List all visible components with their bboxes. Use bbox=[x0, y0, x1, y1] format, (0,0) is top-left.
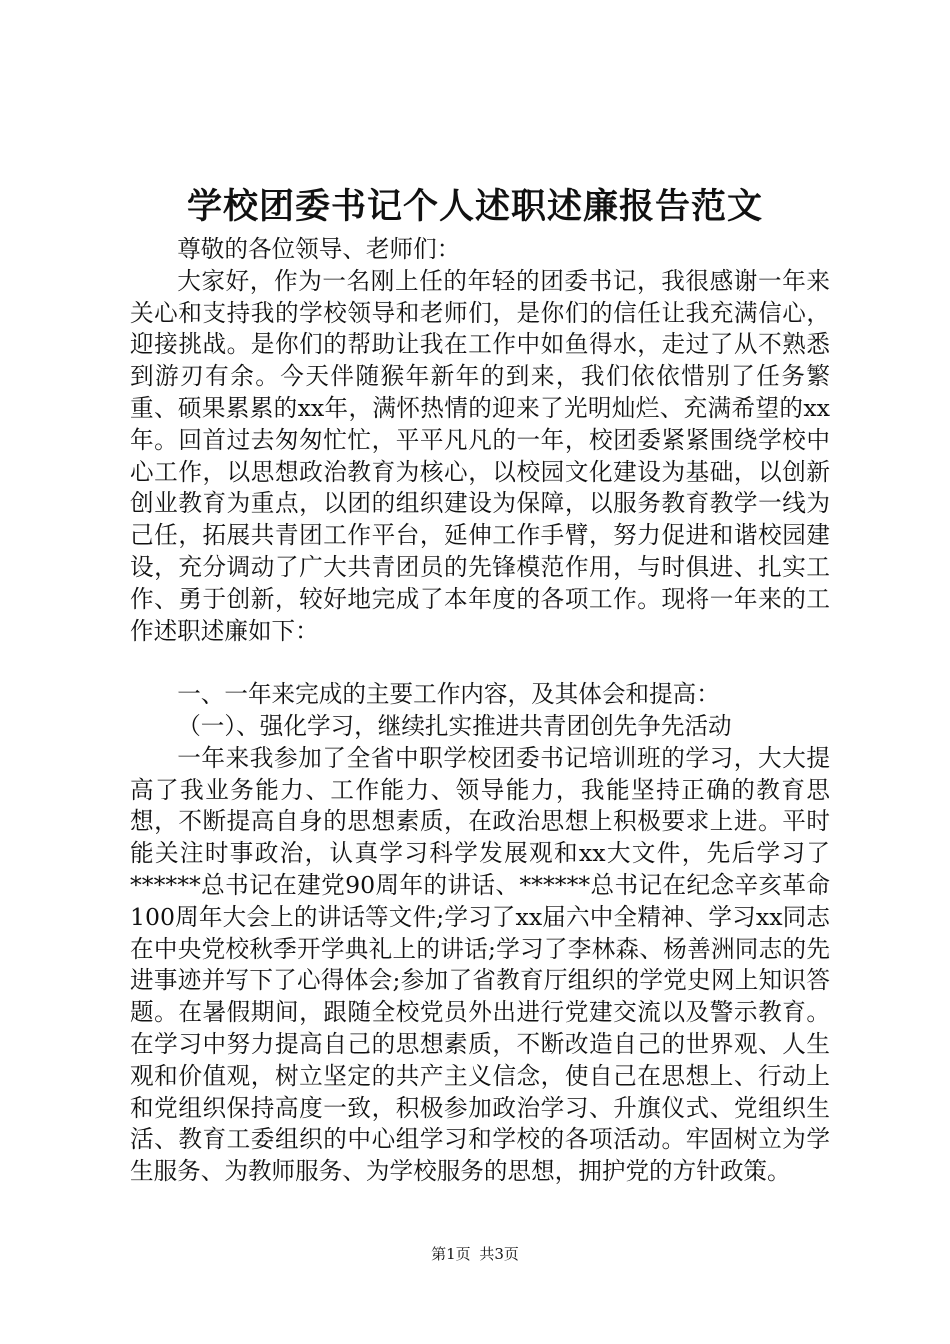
page-footer bbox=[0, 1243, 950, 1265]
subsection-heading: （一）、强化学习，继续扎实推进共青团创先争先活动 bbox=[177, 711, 732, 740]
document-title: 学校团委书记个人述职述廉报告范文 bbox=[186, 186, 763, 227]
document-body bbox=[130, 234, 830, 1188]
paragraph-intro: 大家好，作为一名刚上任的年轻的团委书记，我很感谢一年来关心和支持我的学校领导和老师们，是你们的信任让我充满信心，迎接挑战。是你们的帮助让我在工作中如鱼得水，走过了从不熟悉到游刃有余。今天伴随猴年新年的到来，我们依依惜别了任务繁重、硕果累累的xx年，满怀热情的迎来了光明灿烂、充满希望的xx年。回首过去匆匆忙忙，平平凡凡的一年，校团委紧紧围绕学校中心工作，以思想政治教育为核心，以校园文化建设为基础，以创新创业教育为重点，以团的组织建设为保障，以服务教育教学一线为己任，拓展共青团工作平台，延伸工作手臂，努力促进和谐校园建设，充分调动了广大共青团员的先锋模范作用，与时俱进、扎实工作、勇于创新，较好地完成了本年度的各项工作。现将一年来的工作述职述廉如下： bbox=[130, 266, 830, 645]
page-total: 共3页 bbox=[479, 1245, 519, 1263]
page-number: 第1页 bbox=[431, 1245, 471, 1263]
section-heading: 一、一年来完成的主要工作内容，及其体会和提高： bbox=[177, 680, 720, 709]
paragraph-study: 一年来我参加了全省中职学校团委书记培训班的学习，大大提高了我业务能力、工作能力、领导能力，我能坚持正确的教育思想，不断提高自身的思想素质，在政治思想上积极要求上进。平时能关注时事政治，认真学习科学发展观和xx大文件，先后学习了******总书记在建党90周年的讲话、******总书记在纪念辛亥革命100周年大会上的讲话等文件;学习了xx届六中全精神、学习xx同志在中央党校秋季开学典礼上的讲话;学习了李林森、杨善洲同志的先进事迹并写下了心得体会;参加了省教育厅组织的学党史网上知识答题。在暑假期间，跟随全校党员外出进行党建交流以及警示教育。在学习中努力提高自己的思想素质，不断改造自己的世界观、人生观和价值观，树立坚定的共产主义信念，使自己在思想上、行动上和党组织保持高度一致，积极参加政治学习、升旗仪式、党组织生活、教育工委组织的中心组学习和学校的各项活动。牢固树立为学生服务、为教师服务、为学校服务的思想，拥护党的方针政策。 bbox=[130, 743, 830, 1186]
salutation: 尊敬的各位领导、老师们： bbox=[177, 235, 461, 263]
